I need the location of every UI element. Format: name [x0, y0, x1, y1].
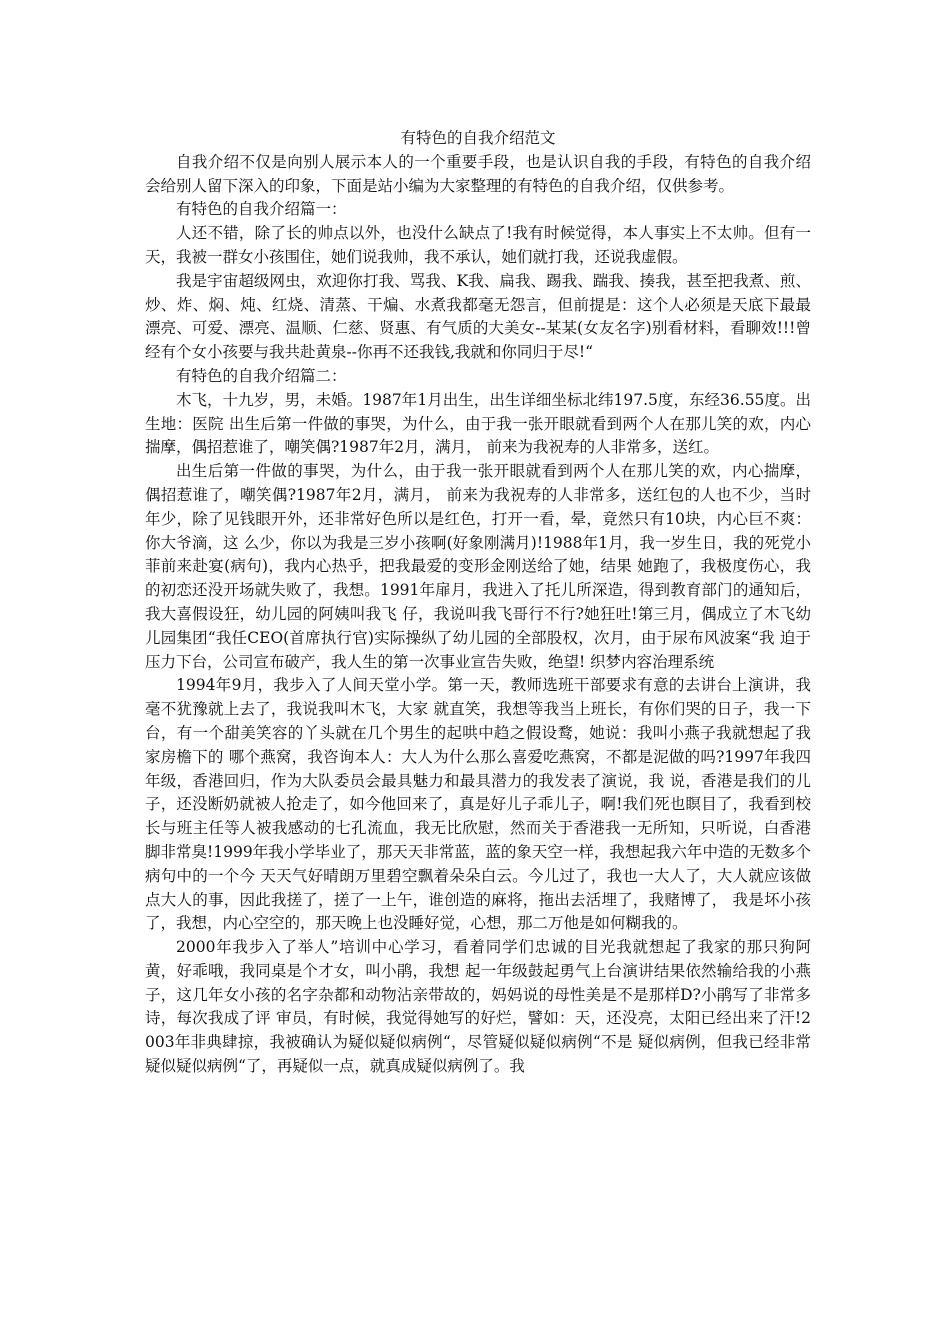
body-paragraph: 人还不错，除了长的帅点以外，也没什么缺点了!我有时候觉得，本人事实上不太帅。但有一天，我被一群女小孩围住，她们说我帅，我不承认，她们就打我，还说我虚假。: [145, 224, 811, 266]
intro-paragraph: 自我介绍不仅是向别人展示本人的一个重要手段，也是认识自我的手段，有特色的自我介绍会给别人留下深入的印象，下面是站小编为大家整理的有特色的自我介绍，仅供参考。: [145, 152, 811, 195]
body-paragraph: 2000年我步入了举人”培训中心学习，看着同学们忠诚的目光我就想起了我家的那只狗阿黄，好乖哦，我同桌是个才女，叫小鹃，我想 起一年级鼓起勇气上台演讲结果依然输给我的小燕子，这几年女小孩的名字杂都和动物沾亲带故的，妈妈说的母性美是不是那样D?小鹃写了非常多诗，每次我成了评 审员，有时候，我觉得她写的好烂，譬如：天，还没亮，太阳已经出来了汗!2003年非典肆掠，我被确认为疑似疑似病例“，尽管疑似疑似病例“不是 疑似病例，但我已经非常疑似疑似病例“了，再疑似一点，就真成疑似病例了。我: [145, 938, 811, 1076]
section-heading-one: 有特色的自我介绍篇一：: [176, 200, 347, 219]
document-title: 有特色的自我介绍范文: [400, 129, 556, 147]
section-heading-two: 有特色的自我介绍篇二：: [176, 366, 347, 385]
body-paragraph: 我是宇宙超级网虫，欢迎你打我、骂我、K我、扁我、踢我、踹我、揍我，甚至把我煮、煎、炒、炸、焖、炖、红烧、清蒸、干煸、水煮我都毫无怨言，但前提是：这个人必须是天底下最最漂亮、可爱、漂亮、温顺、仁慈、贤惠、有气质的大美女--某某(女友名字)别看材料，看聊效!!!曾经有个女小孩要与我共赴黄泉--你再不还我钱,我就和你同归于尽!“: [145, 271, 811, 362]
document-page: [145, 127, 811, 1079]
body-paragraph: 出生后第一件做的事哭，为什么，由于我一张开眼就看到两个人在那儿笑的欢，内心揣摩，偶招惹谁了，嘲笑偶?1987年2月，满月， 前来为我祝寿的人非常多，送红包的人也不少，当时年少，除了见钱眼开外，还非常好色所以是红色，打开一看，晕，竟然只有10块，内心巨不爽：你大爷滴，这 么少，你以为我是三岁小孩啊(好象刚满月)!1988年1月，我一岁生日，我的死党小菲前来赴宴(病句)，我内心热乎，把我最爱的变形金刚送给了她，结果 她跑了，我极度伤心，我的初恋还没开场就失败了，我想。1991年扉月，我进入了托儿所深造，得到教育部门的通知后，我大喜假设狂，幼儿园的阿姨叫我飞 仔，我说叫我飞哥行不行?她狂吐!第三月，偶成立了木飞幼儿园集团“我任CEO(首席执行官)实际操纵了幼儿园的全部股权，次月，由于尿布风波案“我 迫于压力下台，公司宣布破产，我人生的第一次事业宣告失败，绝望! 织梦内容治理系统: [145, 462, 811, 671]
body-paragraph: 1994年9月，我步入了人间天堂小学。第一天，教师选班干部要求有意的去讲台上演讲，我毫不犹豫就上去了，我说我叫木飞，大家 就直笑，我想等我当上班长，有你们哭的日子，我一下台，有一个甜美笑容的丫头就在几个男生的起哄中趋之假设鹜，她说：我叫小燕子我就想起了我家房檐下的 哪个燕窝，我咨询本人：大人为什么那么喜爱吃燕窝，不都是泥做的吗?1997年我四年级，香港回归，作为大队委员会最具魅力和最具潜力的我发表了演说，我 说，香港是我们的儿子，还没断奶就被人抢走了，如今他回来了，真是好儿子乖儿子，啊!我们死也瞑目了，我看到校长与班主任等人被我感动的七孔流血，我无比欣慰，然而关于香港我一无所知，只听说，白香港脚非常臭!1999年我小学毕业了，那天天非常蓝，蓝的象天空一样，我想起我六年中造的无数多个病句中的一个今 天天气好晴朗万里碧空飘着朵朵白云。今儿过了，我也一大人了，大人就应该做点大人的事，因此我搓了，搓了一上午，谁创造的麻将，拖出去活埋了，我赌博了， 我是坏小孩了，我想，内心空空的，那天晚上也没睡好觉，心想，那二万他是如何糊我的。: [145, 676, 811, 933]
body-paragraph: 木飞，十九岁，男，未婚。1987年1月出生，出生详细坐标北纬197.5度，东经36.55度。出生地：医院 出生后第一件做的事哭，为什么，由于我一张开眼就看到两个人在那儿笑的欢，内心揣摩，偶招惹谁了，嘲笑偶?1987年2月，满月， 前来为我祝寿的人非常多，送红。: [145, 390, 811, 457]
